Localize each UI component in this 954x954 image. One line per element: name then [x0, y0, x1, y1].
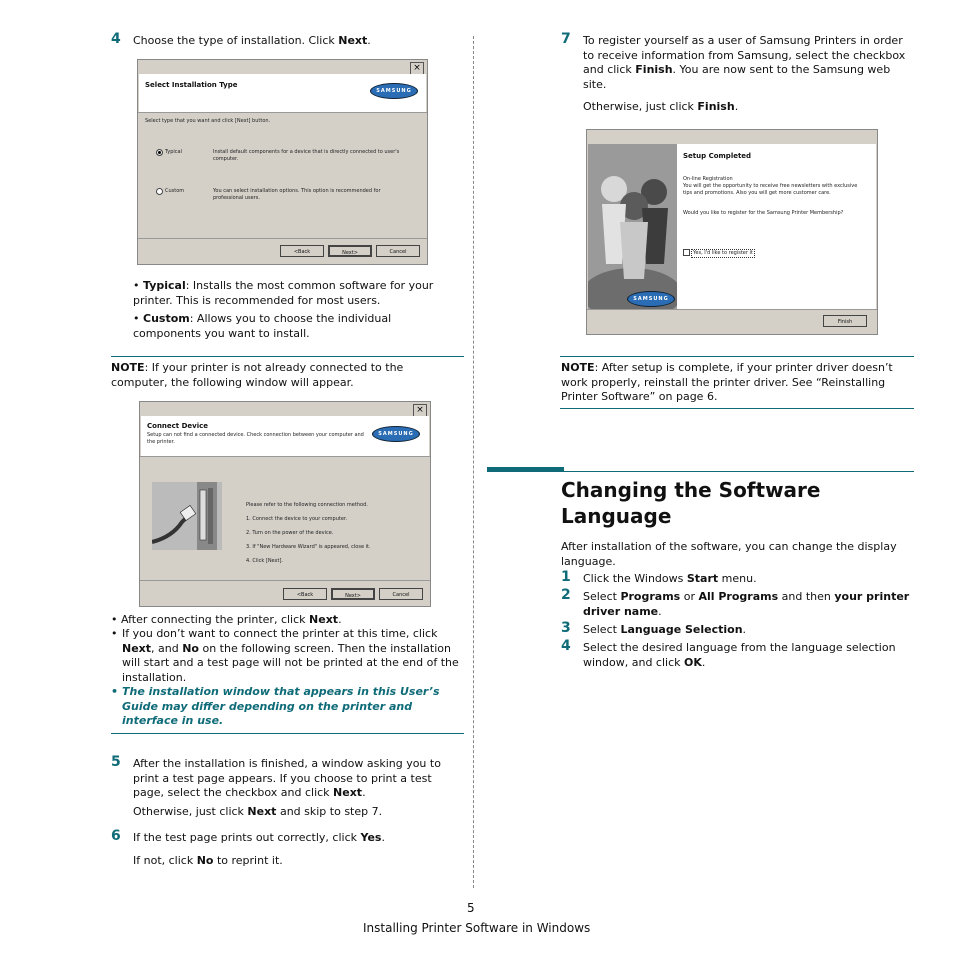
register-checkbox-label[interactable]: Yes, I'd like to register it	[693, 250, 753, 256]
window-differ-note: • The installation window that appears in this User’s Guide may differ depending on the printer and interface in use.	[111, 685, 440, 727]
note-rule-top-right	[560, 356, 914, 357]
next-button[interactable]: Next>	[331, 588, 375, 600]
dialog-subtitle: Setup can not find a connected device. Check connection between your computer and the printer.	[147, 432, 364, 445]
lang-step-number-4: 4	[561, 638, 571, 654]
cancel-button[interactable]: Cancel	[376, 245, 420, 257]
heading-accent-bar	[487, 467, 564, 472]
page-number: 5	[467, 901, 475, 915]
close-icon[interactable]: ×	[410, 62, 424, 75]
register-checkbox[interactable]	[683, 249, 690, 256]
footer-separator	[140, 580, 430, 581]
samsung-logo: SAMSUNG	[372, 426, 420, 442]
back-button[interactable]: <Back	[280, 245, 324, 257]
instruction-2: 2. Turn on the power of the device.	[246, 530, 334, 536]
step-number-5: 5	[111, 754, 121, 770]
next-button[interactable]: Next>	[328, 245, 372, 257]
custom-description: You can select installation options. This option is recommended for professional users.	[213, 188, 381, 201]
footer-separator	[587, 309, 877, 310]
instruction-4: 4. Click [Next].	[246, 558, 284, 564]
dialog-title: Setup Completed	[683, 152, 752, 160]
select-installation-type-dialog	[137, 59, 428, 265]
heading-rule	[564, 471, 914, 472]
note-connect: NOTE: If your printer is not already connected to the computer, the following window will appear.	[111, 361, 404, 389]
typical-description: Install default components for a device that is directly connected to user's computer.	[213, 149, 400, 162]
step7-otherwise: Otherwise, just click Finish.	[583, 100, 739, 113]
typical-radio[interactable]	[156, 149, 163, 156]
lang-step-number-1: 1	[561, 569, 571, 585]
step-number-7: 7	[561, 31, 571, 47]
step-number-6: 6	[111, 828, 121, 844]
setup-completed-dialog	[586, 129, 878, 335]
footer-separator	[138, 238, 427, 239]
note-rule-bottom	[111, 733, 464, 734]
printer-cable-illustration	[152, 482, 222, 550]
column-divider	[473, 36, 474, 888]
typical-label: Typical	[165, 149, 182, 155]
note-rule-top	[111, 356, 464, 357]
step4-text: Choose the type of installation. Click Next.	[133, 34, 371, 47]
lang-step-3: Select Language Selection.	[583, 623, 747, 636]
dialog-content	[677, 144, 876, 309]
note-reinstall: NOTE: After setup is complete, if your printer driver doesn’t work properly, reinstall the printer driver. See “Reinstalling Printer Software” on page 6.	[561, 361, 893, 403]
lang-step-4: Select the desired language from the language selection window, and click OK.	[583, 641, 896, 669]
no-connect-bullet: • If you don’t want to connect the printer at this time, click Next, and No on the following screen. Then the installation will start and a test page will not be printed at the end of the installation.	[111, 627, 459, 684]
lang-step-number-2: 2	[561, 587, 571, 603]
registration-question: Would you like to register for the Samsung Printer Membership?	[683, 210, 844, 216]
instruction-3: 3. If "New Hardware Wizard" is appeared, close it.	[246, 544, 371, 550]
instruction-1: 1. Connect the device to your computer.	[246, 516, 348, 522]
lang-step-1: Click the Windows Start menu.	[583, 572, 757, 585]
step6-text: If the test page prints out correctly, click Yes.	[133, 831, 385, 844]
back-button[interactable]: <Back	[283, 588, 327, 600]
custom-radio[interactable]	[156, 188, 163, 195]
close-icon[interactable]: ×	[413, 404, 427, 417]
finish-button[interactable]: Finish	[823, 315, 867, 327]
note-rule-bottom-right	[560, 408, 914, 409]
registration-text: You will get the opportunity to receive free newsletters with exclusive tips and promotions. Also you will get more customer care.	[683, 183, 858, 196]
lang-step-number-3: 3	[561, 620, 571, 636]
cancel-button[interactable]: Cancel	[379, 588, 423, 600]
dialog-title: Select Installation Type	[145, 81, 238, 89]
custom-label: Custom	[165, 188, 185, 194]
lang-step-2: Select Programs or All Programs and then your printer driver name.	[583, 590, 910, 618]
header-separator	[140, 456, 430, 457]
section-heading: Changing the Software Language	[561, 478, 821, 528]
step6-otherwise: If not, click No to reprint it.	[133, 854, 283, 867]
dialog-title: Connect Device	[147, 422, 209, 430]
step-number-4: 4	[111, 31, 121, 47]
step5-text: After the installation is finished, a window asking you to print a test page appears. If you choose to print a test page, select the checkbox and click Next.	[133, 757, 441, 799]
samsung-logo: SAMSUNG	[627, 291, 675, 307]
footer-section-title: Installing Printer Software in Windows	[363, 921, 591, 935]
bullet-typical: • Typical: Installs the most common software for your printer. This is recommended for most users.	[133, 279, 434, 307]
samsung-logo: SAMSUNG	[370, 83, 418, 99]
header-separator	[138, 112, 427, 113]
registration-heading: On-line Registration	[683, 176, 733, 182]
people-illustration	[588, 144, 677, 309]
connect-device-dialog	[139, 401, 431, 607]
bullet-custom: • Custom: Allows you to choose the individual components you want to install.	[133, 312, 392, 340]
section-intro: After installation of the software, you can change the display language.	[561, 540, 897, 568]
instruction-heading: Please refer to the following connection method.	[246, 502, 368, 508]
dialog-prompt: Select type that you want and click [Next] button.	[145, 118, 271, 124]
step7-text: To register yourself as a user of Samsung Printers in order to receive information from Samsung, select the checkbox and click Finish. You are now sent to the Samsung web site.	[583, 34, 906, 91]
after-connecting-bullet: • After connecting the printer, click Next.	[111, 613, 342, 626]
step5-otherwise: Otherwise, just click Next and skip to step 7.	[133, 805, 383, 818]
